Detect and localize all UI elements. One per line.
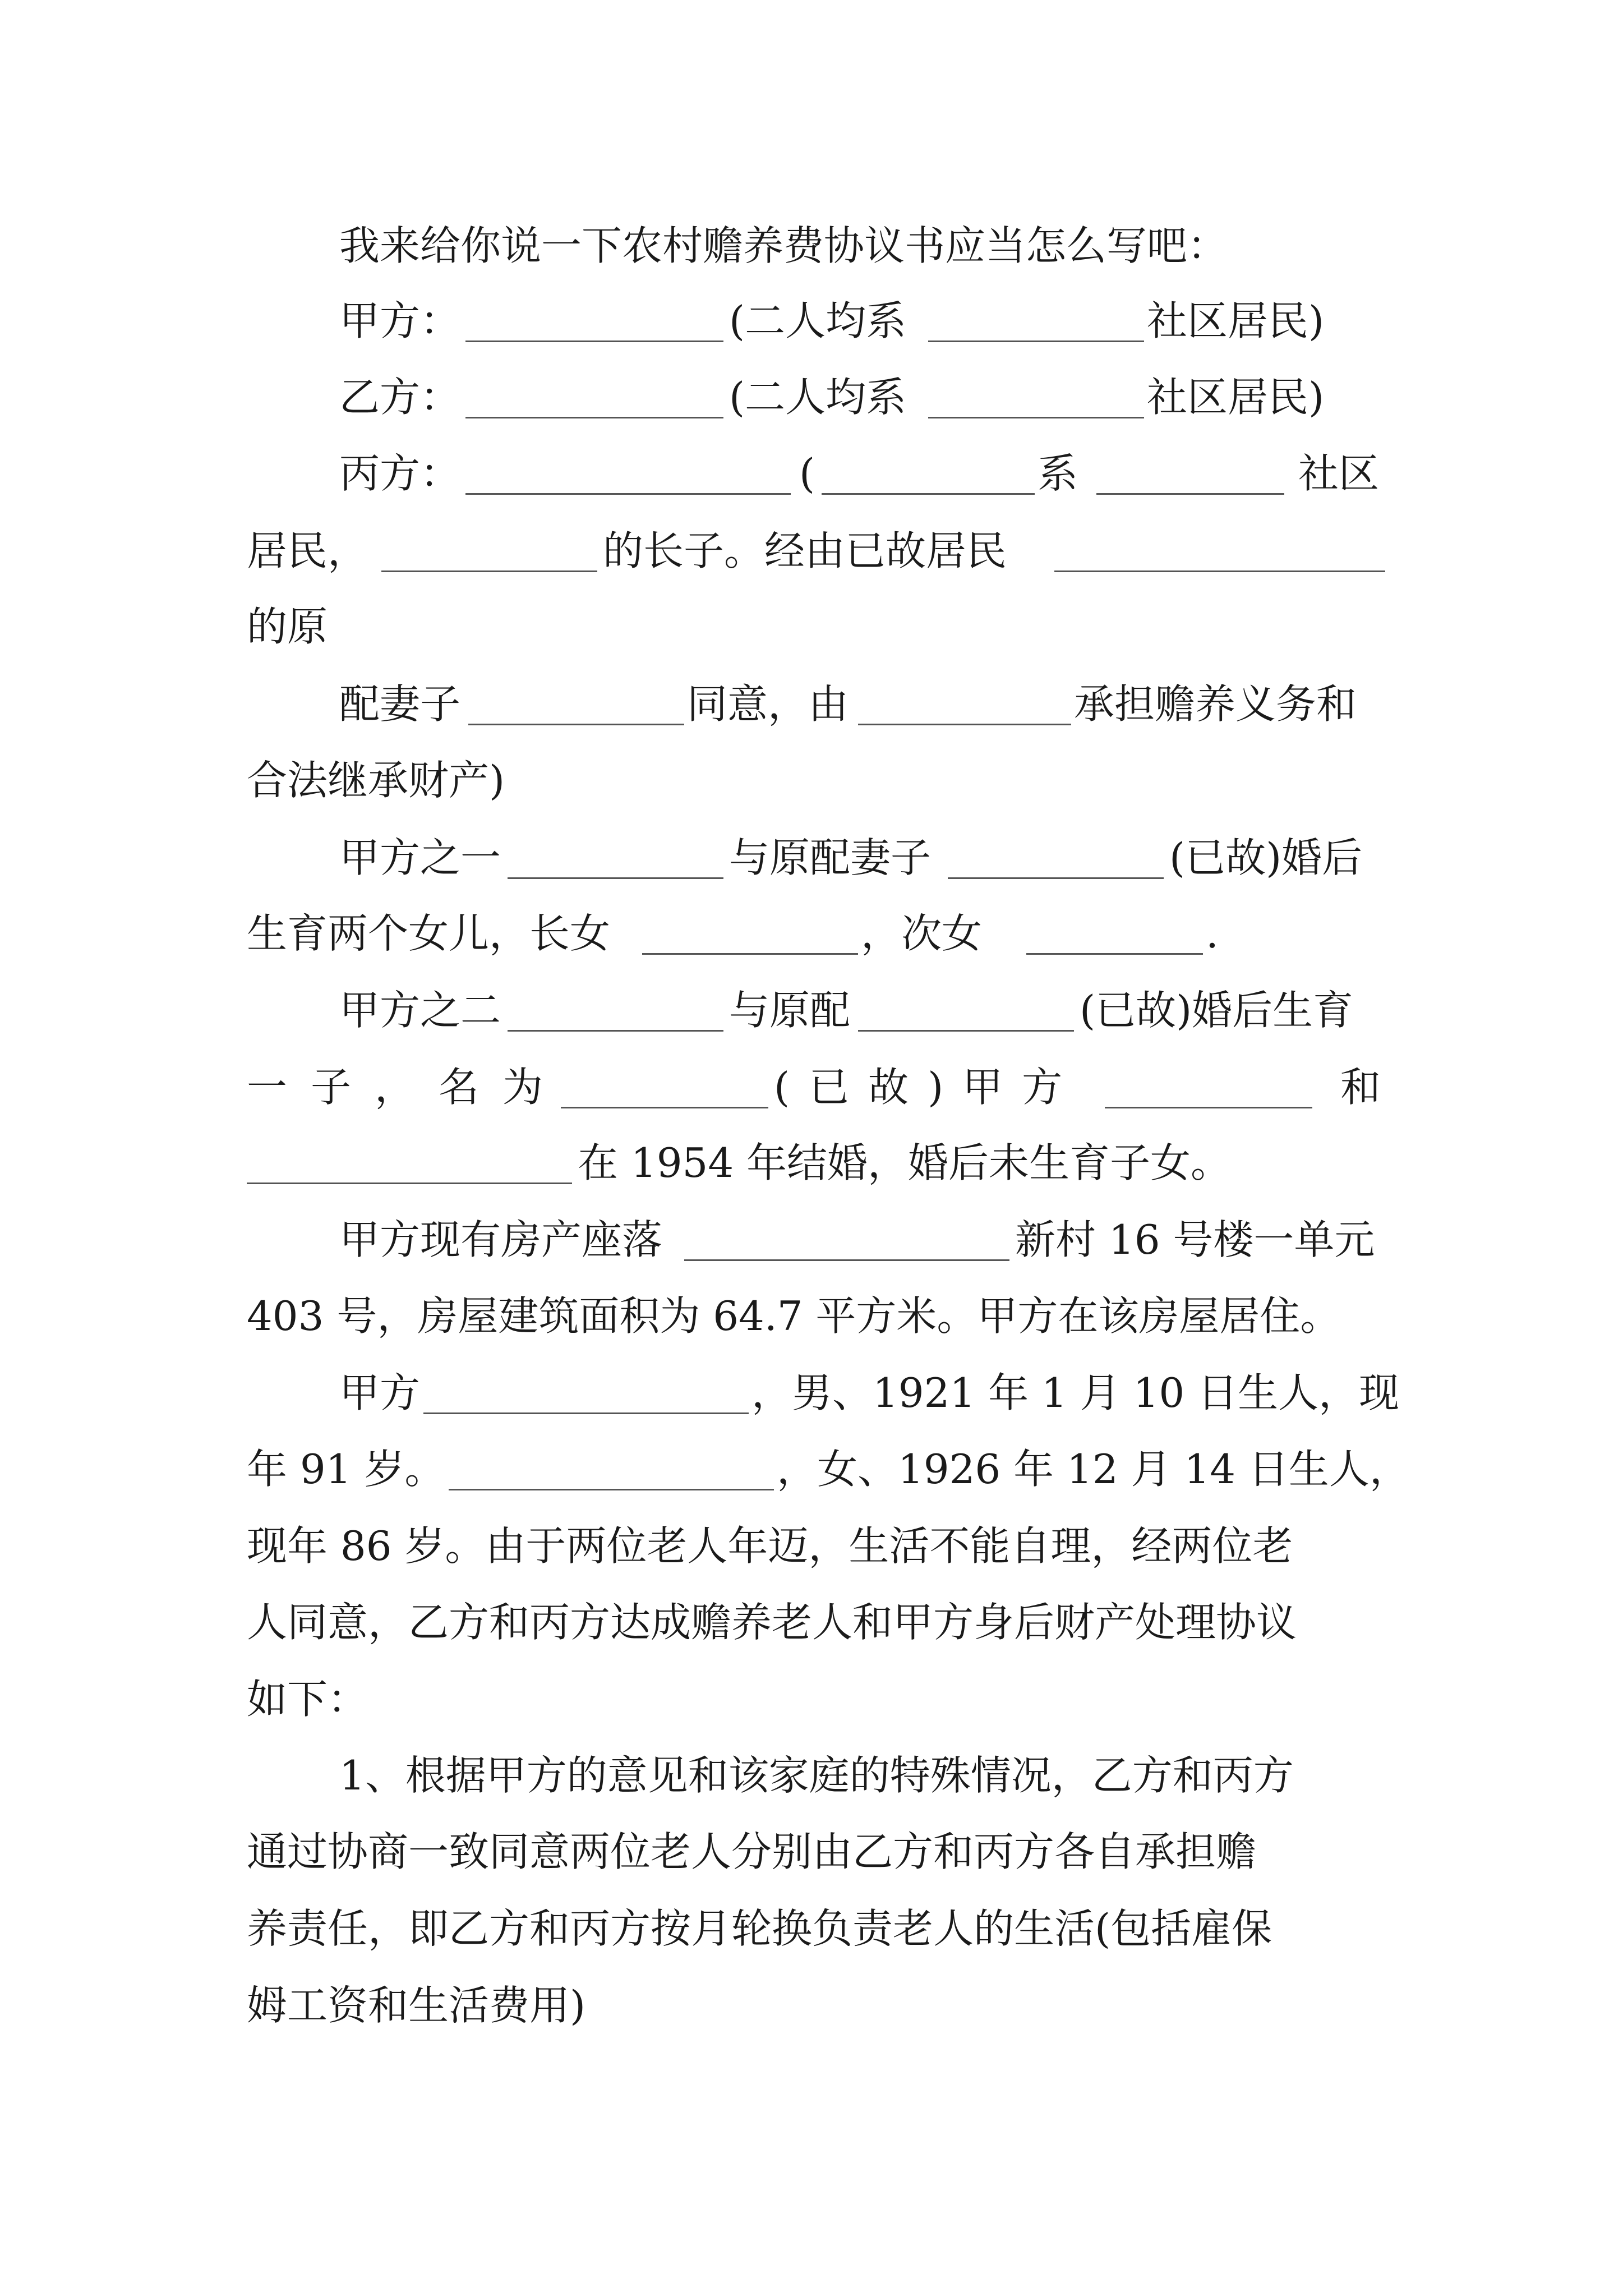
paragraph-party-a-two xyxy=(0,985,1623,1036)
fill-in-blank xyxy=(449,1444,774,1490)
text: 承担赡养义务和 xyxy=(1074,680,1357,728)
text: 甲方之二 xyxy=(339,987,501,1034)
fill-in-blank xyxy=(465,372,723,418)
paragraph-party-a-one xyxy=(0,832,1623,883)
paragraph-party-a-one-cont xyxy=(0,908,1623,959)
text: 403 号，房屋建筑面积为 64.7 平方米。甲方在该房屋居住。 xyxy=(247,1292,1341,1340)
text: 的长子。经由已故居民 xyxy=(603,527,1007,574)
text: 1、根据甲方的意见和该家庭的特殊情况，乙方和丙方 xyxy=(339,1752,1294,1799)
paragraph-elders-cont xyxy=(0,1597,1623,1648)
fill-in-blank xyxy=(423,1368,749,1414)
paragraph-party-a-two-cont xyxy=(0,1138,1623,1188)
fill-in-blank xyxy=(381,526,597,572)
text: 同意，由 xyxy=(687,680,849,728)
text: 系 xyxy=(1038,450,1078,497)
text: 甲方之一 xyxy=(339,834,501,881)
text: (已故)婚后生育 xyxy=(1080,987,1354,1034)
text: 年 91 岁。 xyxy=(247,1446,445,1493)
text: 如下： xyxy=(247,1676,368,1723)
text: 新村 16 号楼一单元 xyxy=(1015,1216,1375,1263)
fill-in-blank xyxy=(465,448,791,495)
text: 配妻子 xyxy=(339,680,461,728)
text: 居民， xyxy=(247,527,368,574)
text: 现年 86 岁。由于两位老人年迈，生活不能自理，经两位老 xyxy=(247,1522,1293,1570)
fill-in-blank xyxy=(822,448,1035,495)
fill-in-blank xyxy=(1105,1062,1312,1108)
text: . xyxy=(1206,910,1219,957)
fill-in-blank xyxy=(684,1214,1009,1261)
fill-in-blank xyxy=(465,296,723,342)
paragraph-party-a xyxy=(0,296,1623,346)
paragraph-consent xyxy=(0,679,1623,729)
fill-in-blank xyxy=(1054,526,1385,572)
paragraph-party-b xyxy=(0,372,1623,422)
paragraph-elders xyxy=(0,1368,1623,1418)
text: (二人均系 xyxy=(729,374,907,421)
text: 的原 xyxy=(247,603,328,650)
paragraph-clause-1 xyxy=(0,1750,1623,1801)
paragraph-party-a-two-cont xyxy=(0,1062,1623,1112)
text: 社区居民) xyxy=(1147,297,1325,344)
text: 合法继承财产) xyxy=(247,757,505,804)
paragraph-consent-cont xyxy=(0,755,1623,806)
paragraph-clause-1-cont xyxy=(0,1980,1623,2031)
fill-in-blank xyxy=(468,679,684,725)
text: 通过协商一致同意两位老人分别由乙方和丙方各自承担赡 xyxy=(247,1828,1257,1875)
text: 在 1954 年结婚，婚后未生育子女。 xyxy=(578,1139,1232,1186)
text: 与原配 xyxy=(729,987,851,1034)
text: 姆工资和生活费用) xyxy=(247,1982,586,2029)
text: 一子，名为 xyxy=(247,1064,567,1111)
text: ，次女 xyxy=(861,910,983,957)
text: 甲方： xyxy=(339,297,461,344)
paragraph-clause-1-cont xyxy=(0,1903,1623,1954)
fill-in-blank xyxy=(508,832,723,879)
text: (已故)甲方 xyxy=(774,1064,1082,1111)
paragraph-property-cont xyxy=(0,1291,1623,1341)
paragraph-elders-cont xyxy=(0,1521,1623,1571)
fill-in-blank xyxy=(948,832,1164,879)
text: 人同意，乙方和丙方达成赡养老人和甲方身后财产处理协议 xyxy=(247,1599,1297,1646)
fill-in-blank xyxy=(1026,908,1203,955)
text: ( xyxy=(799,450,815,497)
text: ，女、1926 年 12 月 14 日生人， xyxy=(777,1446,1410,1493)
paragraph-party-c-cont xyxy=(0,601,1623,652)
text: 社区 xyxy=(1298,450,1380,497)
text: (已故)婚后 xyxy=(1169,834,1363,881)
text: 与原配妻子 xyxy=(729,834,932,881)
text: 我来给你说一下农村赡养费协议书应当怎么写吧： xyxy=(339,222,1228,269)
text: 甲方 xyxy=(339,1369,421,1416)
paragraph-party-c-cont xyxy=(0,526,1623,576)
fill-in-blank xyxy=(508,985,723,1032)
fill-in-blank xyxy=(247,1138,572,1184)
fill-in-blank xyxy=(858,679,1071,725)
fill-in-blank xyxy=(928,296,1144,342)
paragraph-party-c xyxy=(0,448,1623,499)
text: 社区居民) xyxy=(1147,374,1325,421)
fill-in-blank xyxy=(928,372,1144,418)
text: 和 xyxy=(1340,1064,1381,1111)
text: ，男、1921 年 1 月 10 日生人，现 xyxy=(751,1369,1400,1416)
paragraph-intro xyxy=(0,220,1623,271)
text: 养责任，即乙方和丙方按月轮换负责老人的生活(包括雇保 xyxy=(247,1905,1272,1952)
text: 生育两个女儿，长女 xyxy=(247,910,611,957)
paragraph-clause-1-cont xyxy=(0,1826,1623,1877)
text: 甲方现有房产座落 xyxy=(339,1216,663,1263)
paragraph-property xyxy=(0,1214,1623,1265)
fill-in-blank xyxy=(858,985,1074,1032)
text: 乙方： xyxy=(339,374,461,421)
fill-in-blank xyxy=(561,1062,768,1108)
text: (二人均系 xyxy=(729,297,907,344)
fill-in-blank xyxy=(642,908,858,955)
paragraph-elders-cont xyxy=(0,1674,1623,1724)
fill-in-blank xyxy=(1096,448,1284,495)
paragraph-elders-cont xyxy=(0,1444,1623,1494)
text: 丙方： xyxy=(339,450,461,497)
